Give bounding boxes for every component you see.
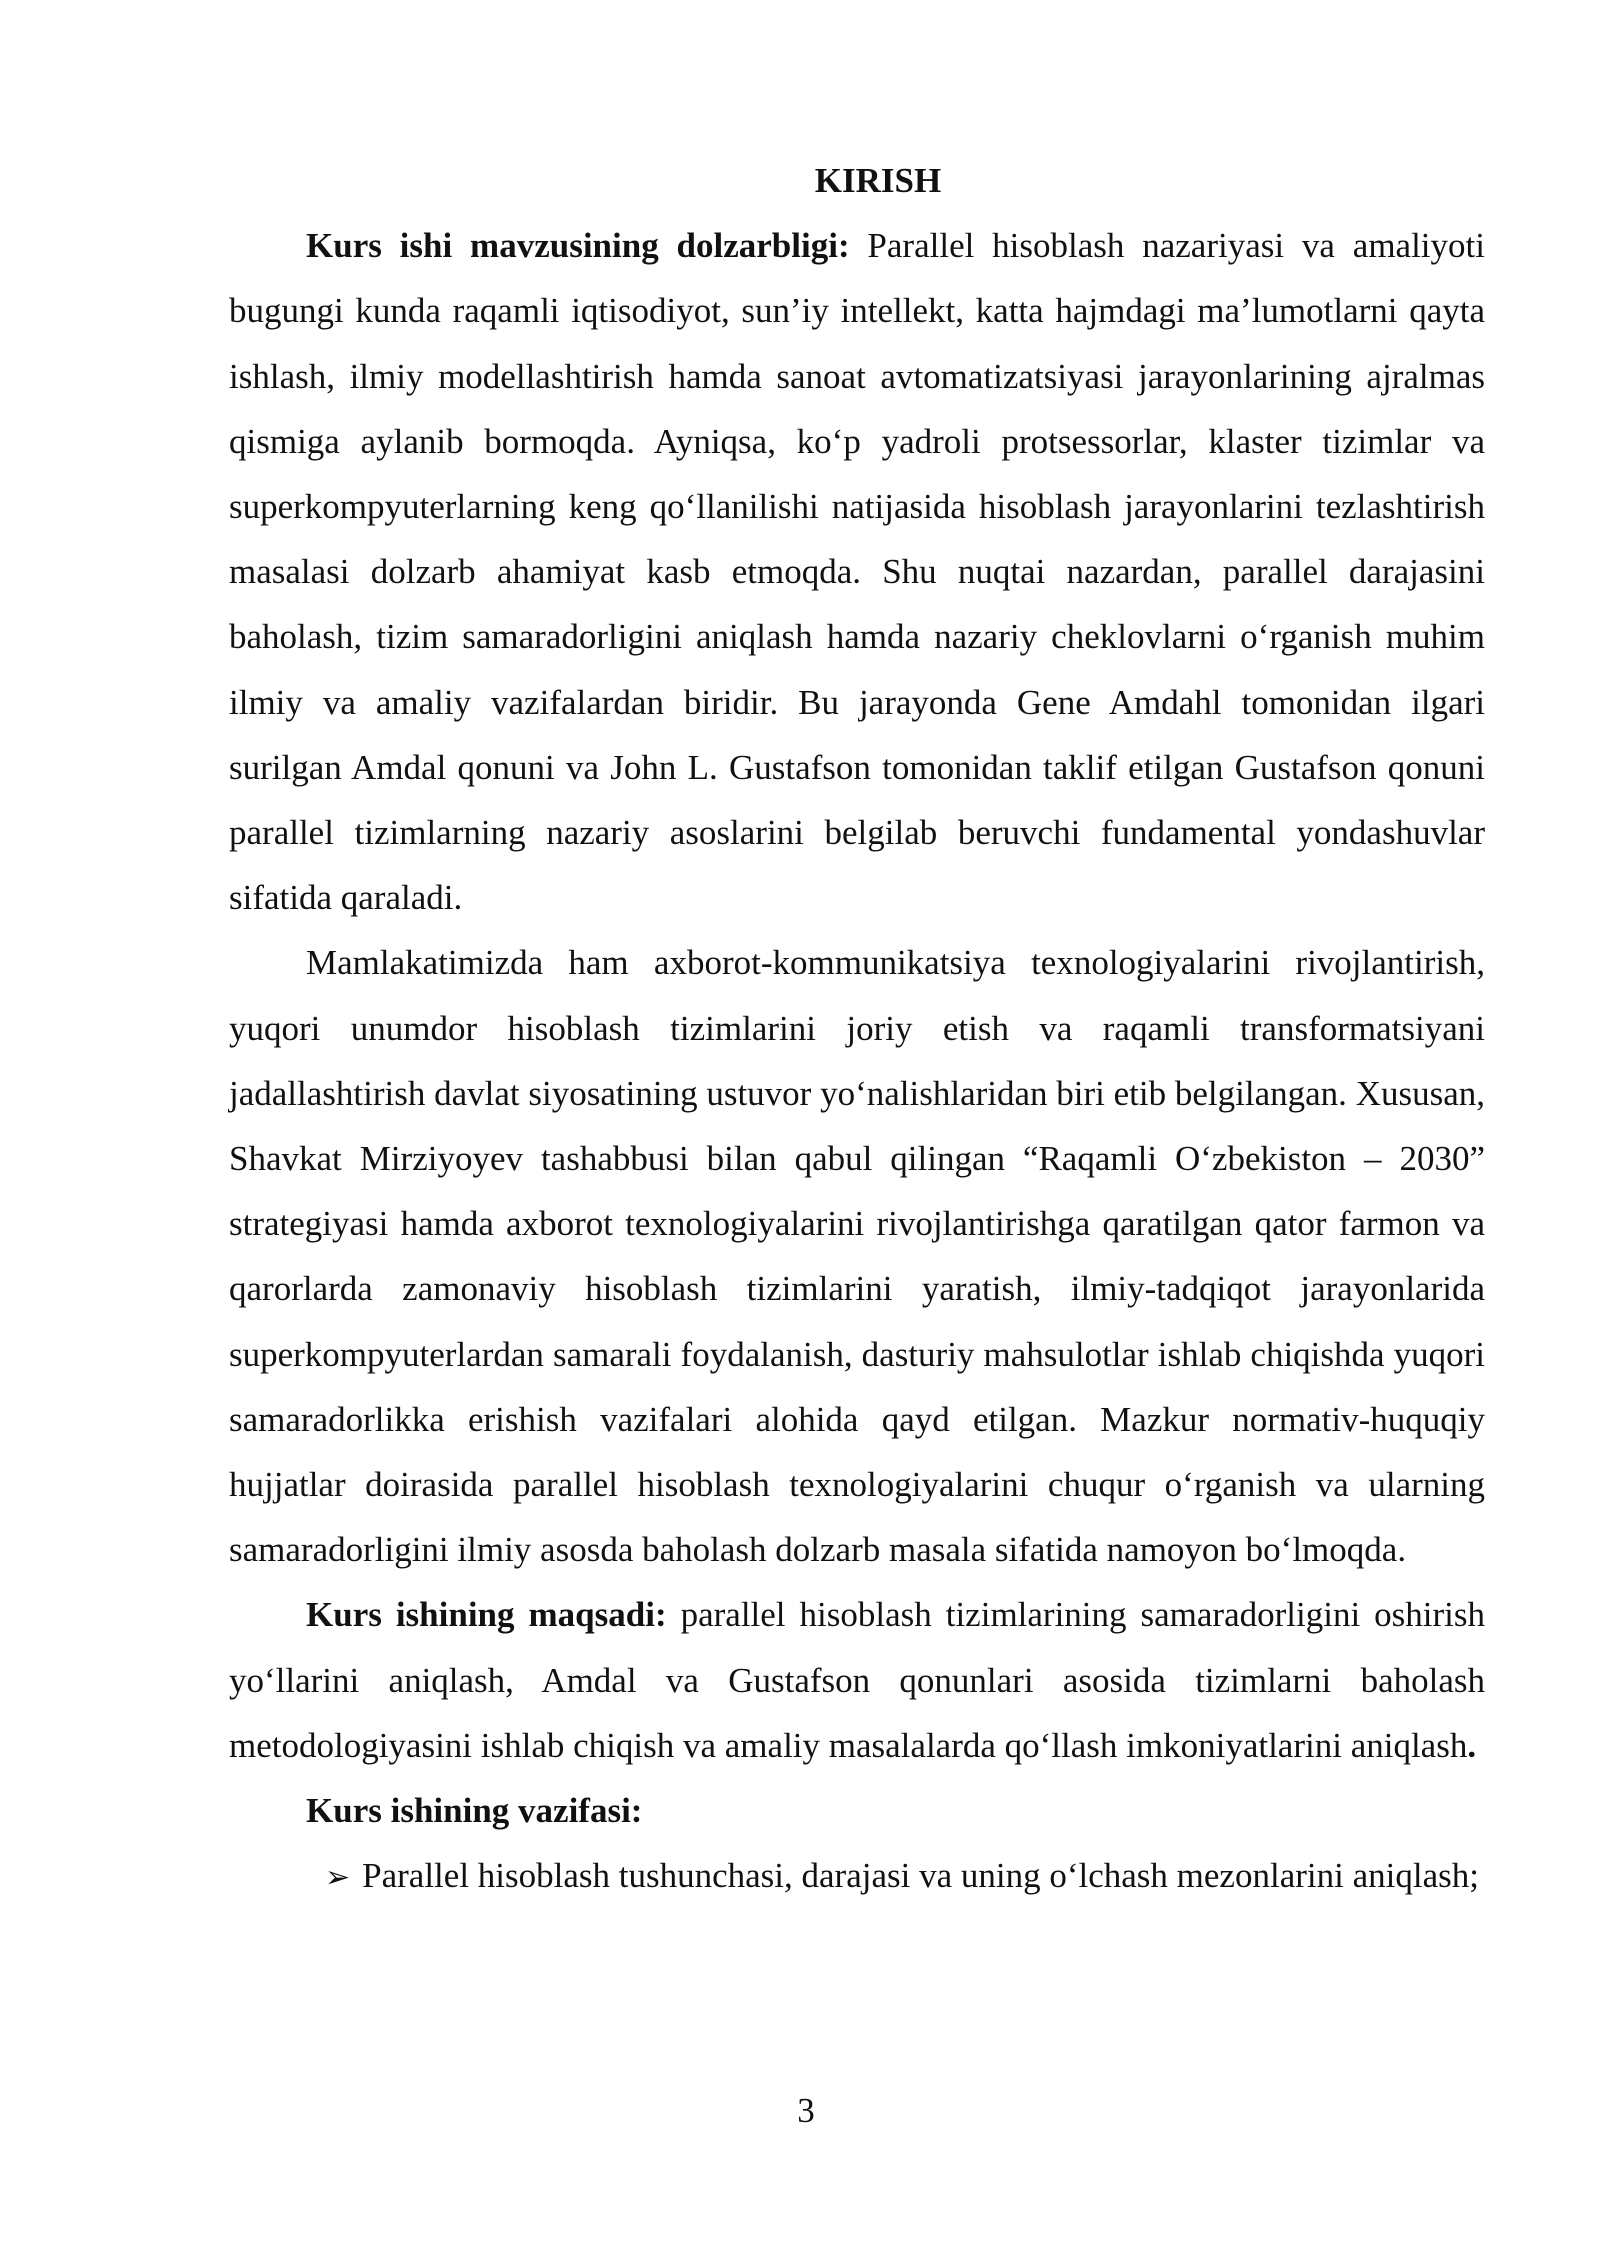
goal-end-mark: . (1467, 1725, 1477, 1765)
task-list-item (229, 1843, 1485, 1910)
page-number: 3 (797, 2091, 815, 2130)
tasks-label: Kurs ishining vazifasi: (306, 1791, 643, 1831)
relevance-paragraph (229, 213, 1485, 930)
task-item-text: Parallel hisoblash tushunchasi, darajasi va uning o‘lchash mezonlarini aniqlash; (362, 1856, 1479, 1896)
goal-text: parallel hisoblash tizimlarining samaradorligini oshirish yo‘llarini aniqlash, Amdal va Gustafson qonunlari asosida tizimlarni baholash metodologiyasini ishlab chiqish va amaliy masalalarda qo‘llash imkoniyatlarini aniqlash (229, 1595, 1486, 1765)
tasks-heading-paragraph (229, 1778, 1485, 1843)
relevance-text: Parallel hisoblash nazariyasi va amaliyoti bugungi kunda raqamli iqtisodiyot, sun’iy intellekt, katta hajmdagi ma’lumotlarni qayta ishlash, ilmiy modellashtirish hamda sanoat avtomatizatsiyasi jarayonlarining ajralmas qismiga aylanib bormoqda. Ayniqsa, ko‘p yadroli protsessorlar, klaster tizimlar va superkompyuterlarning keng qo‘llanilishi natijasida hisoblash jarayonlarini tezlashtirish masalasi dolzarb ahamiyat kasb etmoqda. Shu nuqtai nazardan, parallel darajasini baholash, tizim samaradorligini aniqlash hamda nazariy cheklovlarni o‘rganish muhim ilmiy va amaliy vazifalardan biridir. Bu jarayonda Gene Amdahl tomonidan ilgari surilgan Amdal qonuni va John L. Gustafson tomonidan taklif etilgan Gustafson qonuni parallel tizimlarning nazariy asoslarini belgilab beruvchi fundamental yondashuvlar sifatida qaraladi. (229, 226, 1485, 918)
section-heading: KIRISH (814, 161, 942, 200)
policy-paragraph: Mamlakatimizda ham axborot-kommunikatsiya texnologiyalarini rivojlantirish, yuqori unumdor hisoblash tizimlarini joriy etish va raqamli transformatsiyani jadallashtirish davlat siyosatining ustuvor yo‘nalishlaridan biri etib belgilangan. Xususan, Shavkat Mirziyoyev tashabbusi bilan qabul qilingan “Raqamli O‘zbekiston – 2030” strategiyasi hamda axborot texnologiyalarini rivojlantirishga qaratilgan qator farmon va qarorlarda zamonaviy hisoblash tizimlarini yaratish, ilmiy-tadqiqot jarayonlarida superkompyuterlardan samarali foydalanish, dasturiy mahsulotlar ishlab chiqishda yuqori samaradorlikka erishish vazifalari alohida qayd etilgan. Mazkur normativ-huquqiy hujjatlar doirasida parallel hisoblash texnologiyalarini chuqur o‘rganish va ularning samaradorligini ilmiy asosda baholash dolzarb masala sifatida namoyon bo‘lmoqda. (229, 943, 1485, 1570)
arrow-bullet-icon: ➢ (325, 1860, 351, 1896)
page-content (229, 148, 1485, 1910)
goal-paragraph (229, 1582, 1485, 1778)
relevance-label: Kurs ishi mavzusining dolzarbligi: (306, 226, 850, 266)
goal-label: Kurs ishining maqsadi: (306, 1595, 667, 1635)
